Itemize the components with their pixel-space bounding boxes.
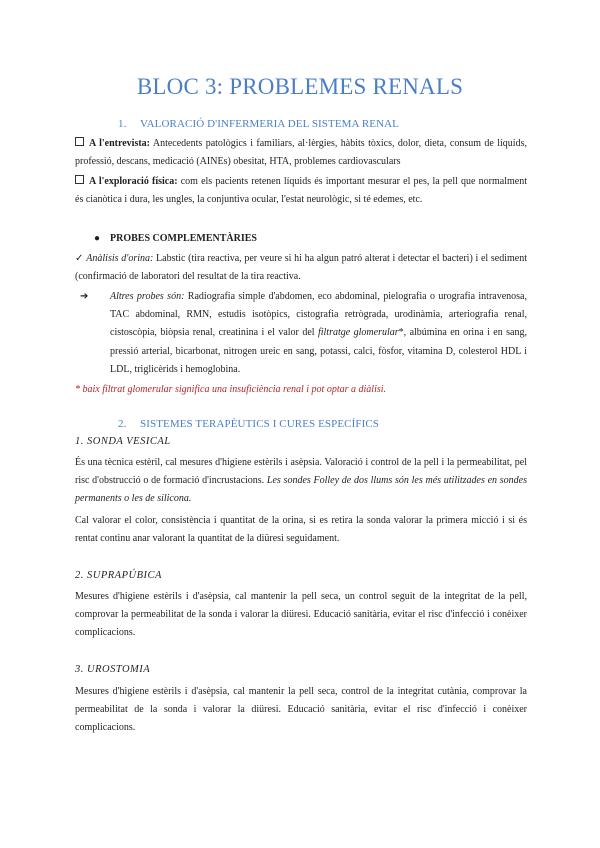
section-1-number: 1. bbox=[118, 118, 127, 130]
exploracio-label: A l'exploració física: bbox=[89, 176, 178, 187]
proves-heading-text: PROBES COMPLEMENTÀRIES bbox=[110, 233, 257, 244]
bullet-icon: ● bbox=[94, 233, 101, 244]
checkbox-icon bbox=[75, 175, 84, 184]
sonda-text-1: És una tècnica estèril, cal mesures d'higiene estèrils i asèpsia. Valoració i control de la pell i la permeabilitat, pel risc d'obstrucció o de formació d'incrustacions. bbox=[75, 457, 527, 487]
suprapubica-paragraph: Mesures d'higiene estèrils i d'asèpsia, cal mantenir la pell seca, un control seguit de la integritat de la pell, comprovar la permeabilitat de la sonda i valorar la diüresi. Educació sanitària, evitar el risc d'infecció i conèixer complicacions. bbox=[75, 591, 527, 639]
sonda-vesical-paragraph-2: Cal valorar el color, consistència i quantitat de la orina, si es retira la sonda valorar la primera micció i si és rentat continu anar valorant la quantitat de la diüresi seguidament. bbox=[75, 515, 527, 545]
exploracio-text: com els pacients retenen líquids és important mesurar el pes, la pell que normalment és cianòtica i dura, les ungles, la conjuntiva ocular, l'estat neurològic, si té edemes, etc. bbox=[75, 176, 527, 206]
check-mark-icon: ✓ bbox=[75, 253, 84, 264]
page-title: BLOC 3: PROBLEMES RENALS bbox=[136, 74, 464, 99]
sonda-vesical-heading: 1. SONDA VESICAL bbox=[75, 436, 171, 447]
analisi-label: Anàlisis d'orina: bbox=[86, 253, 154, 264]
altres-proves-item bbox=[80, 288, 527, 379]
suprapubica-heading: 2. SUPRAPÚBICA bbox=[75, 570, 162, 581]
urostomia-paragraph: Mesures d'higiene estèrils i d'asèpsia, cal mantenir la pell seca, control de la integritat cutània, comprovar la permeabilitat de la sonda i valorar la diüresi. Educació sanitària, evitar el risc d'infecció i conèixer complicacions. bbox=[75, 686, 527, 734]
entrevista-paragraph bbox=[75, 135, 527, 171]
filtratge-glomerular-term: filtratge glomerular bbox=[317, 327, 399, 339]
checkbox-icon bbox=[75, 137, 84, 146]
analisi-text: Labstic (tira reactiva, per veure si hi ha algun patró alterat i detectar el bacteri) i el sediment (confirmació de laboratori del resultat de la tira reactiva. bbox=[75, 253, 527, 283]
sonda-vesical-paragraph-1 bbox=[75, 454, 527, 509]
section-1-heading bbox=[118, 118, 399, 130]
arrow-right-icon: ➔ bbox=[80, 291, 89, 302]
altres-text-1: Radiografia simple d'abdomen, eco abdominal, pielografia o urografia intravenosa, TAC abdominal, RMN, estudis isotòpics, cistografia retrògrada, urodinàmia, arteriografia renal, cistoscòpia, biòpsia renal, creatinina i el valor del bbox=[110, 291, 527, 339]
proves-heading bbox=[94, 233, 257, 244]
altres-label: Altres probes són: bbox=[110, 291, 185, 302]
section-2-heading bbox=[118, 418, 379, 430]
analisi-paragraph bbox=[75, 250, 527, 286]
section-1-title: VALORACIÓ D'INFERMERIA DEL SISTEMA RENAL bbox=[140, 118, 399, 130]
section-2-title: SISTEMES TERAPÈUTICS I CURES ESPECÍFICS bbox=[140, 418, 380, 430]
urostomia-heading: 3. UROSTOMIA bbox=[75, 664, 151, 675]
sonda-italic-text: Les sondes Folley de dos llums són les més utilitzades en sondes permanents o les de silicona. bbox=[75, 475, 528, 505]
exploracio-paragraph bbox=[75, 173, 527, 209]
glomerular-note: * baix filtrat glomerular significa una insuficiència renal i pot optar a diàlisi. bbox=[75, 384, 387, 395]
altres-proves-text bbox=[110, 288, 527, 379]
entrevista-text: Antecedents patològics i familiars, al·lèrgies, hàbits tòxics, dolor, dieta, consum de líquids, professió, descans, medicació (AINEs) obesitat, HTA, problemes cardiovasculars bbox=[75, 138, 527, 168]
section-2-number: 2. bbox=[118, 418, 127, 430]
entrevista-label: A l'entrevista: bbox=[89, 138, 150, 149]
altres-text-2: *, albúmina en orina i en sang, pressió arterial, bicarbonat, nitrogen ureic en sang, potassi, calci, fòsfor, vitamina D, colesterol HDL i LDL, triglicèrids i hemoglobina. bbox=[110, 327, 527, 375]
